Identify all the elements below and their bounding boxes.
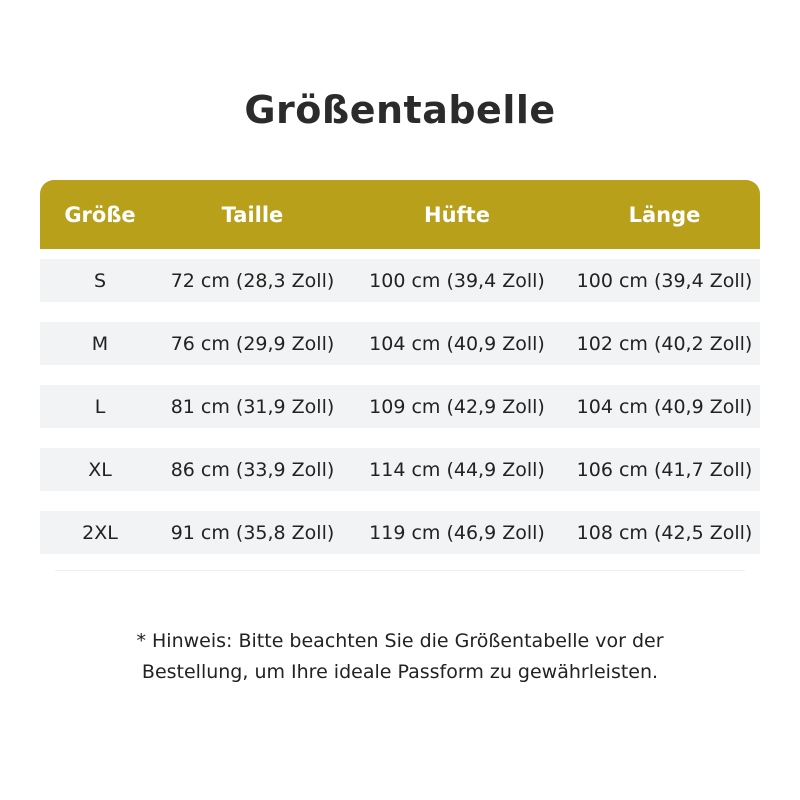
note-line-2: Bestellung, um Ihre ideale Passform zu gewährleisten. (141, 661, 659, 683)
header-waist: Taille (221, 202, 284, 227)
page-title: Größentabelle (244, 88, 556, 132)
length-cell: 102 cm (40,2 Zoll) (576, 332, 753, 355)
table-row (40, 448, 760, 491)
waist-cell: 72 cm (28,3 Zoll) (170, 269, 335, 292)
length-cell: 108 cm (42,5 Zoll) (576, 521, 753, 544)
header-length: Länge (628, 202, 701, 227)
waist-cell: 76 cm (29,9 Zoll) (170, 332, 335, 355)
size-cell: M (91, 332, 109, 355)
hip-cell: 100 cm (39,4 Zoll) (369, 269, 545, 292)
hip-cell: 114 cm (44,9 Zoll) (369, 458, 545, 481)
size-cell: S (93, 269, 107, 292)
table-row (40, 259, 760, 302)
note-line-1: * Hinweis: Bitte beachten Sie die Größentabelle vor der (136, 630, 664, 652)
divider (55, 570, 745, 571)
waist-cell: 86 cm (33,9 Zoll) (170, 458, 335, 481)
length-cell: 106 cm (41,7 Zoll) (576, 458, 753, 481)
waist-cell: 91 cm (35,8 Zoll) (170, 521, 335, 544)
table-row (40, 385, 760, 428)
waist-cell: 81 cm (31,9 Zoll) (170, 395, 335, 418)
header-hip: Hüfte (424, 202, 490, 227)
size-cell: XL (88, 458, 112, 481)
hip-cell: 104 cm (40,9 Zoll) (369, 332, 545, 355)
table-row (40, 322, 760, 365)
size-cell: 2XL (82, 521, 118, 544)
table-header (40, 180, 760, 249)
length-cell: 104 cm (40,9 Zoll) (576, 395, 753, 418)
note-text (60, 626, 740, 688)
length-cell: 100 cm (39,4 Zoll) (576, 269, 753, 292)
header-size: Größe (64, 202, 136, 227)
size-cell: L (94, 395, 106, 418)
size-table (40, 180, 760, 554)
hip-cell: 119 cm (46,9 Zoll) (369, 521, 545, 544)
hip-cell: 109 cm (42,9 Zoll) (369, 395, 545, 418)
table-row (40, 511, 760, 554)
